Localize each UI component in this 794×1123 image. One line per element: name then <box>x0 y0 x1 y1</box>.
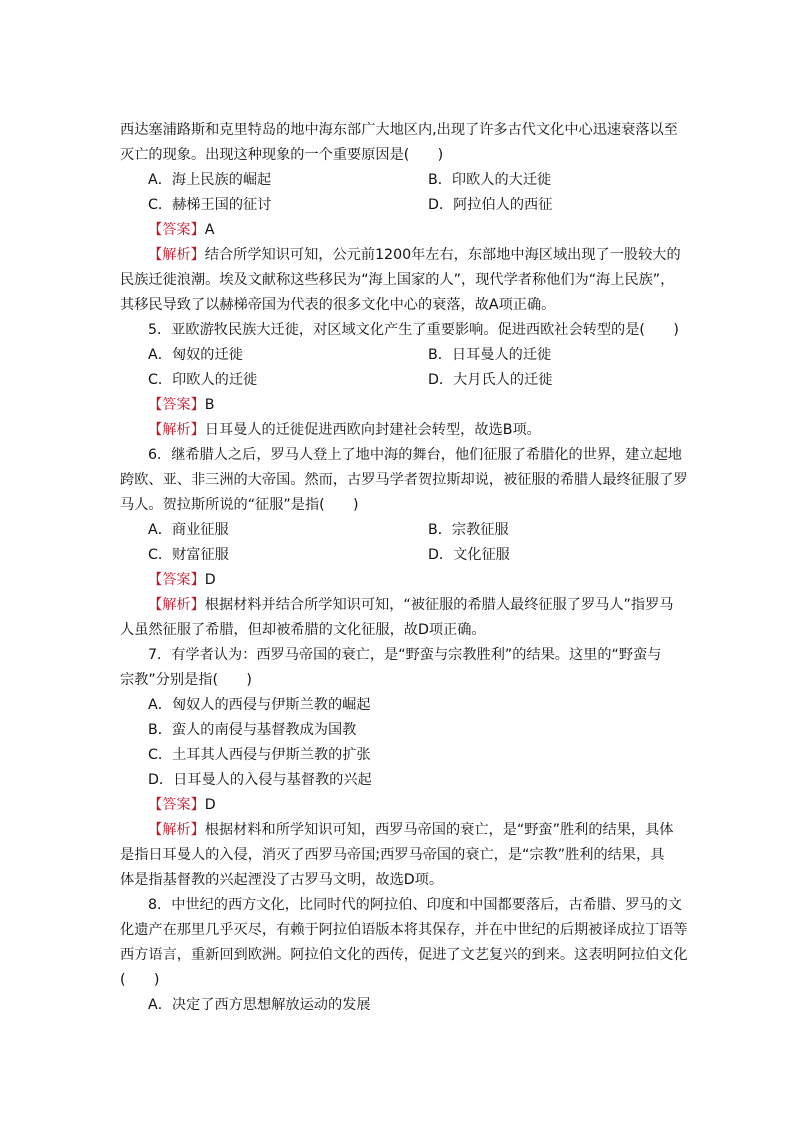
answer-tag: 【答案】 <box>148 572 205 588</box>
analysis-tag: 【解析】 <box>148 247 205 263</box>
analysis-text: 日耳曼人的迁徙促进西欧向封建社会转型，故选B项。 <box>204 422 541 438</box>
answer-value: D <box>204 797 216 813</box>
answer-tag: 【答案】 <box>148 397 205 413</box>
q7-answer <box>148 795 708 815</box>
q6-stem-line-3: 马人。贺拉斯所说的“征服”是指( ) <box>120 497 359 513</box>
q7-option-c: C．土耳其人西侵与伊斯兰教的扩张 <box>148 747 371 763</box>
q7-analysis-line-3: 体是指基督教的兴起湮没了古罗马文明，故选D项。 <box>120 872 444 888</box>
q7-analysis-line-1 <box>148 820 708 840</box>
q7-stem-line-2: 宗教”分别是指( ) <box>120 672 252 688</box>
q4-analysis-line-3: 其移民导致了以赫梯帝国为代表的很多文化中心的衰落，故A项正确。 <box>120 297 556 313</box>
q8-stem-line-1: 8．中世纪的西方文化，比同时代的阿拉伯、印度和中国都要落后，古希腊、罗马的文 <box>148 897 682 913</box>
analysis-tag: 【解析】 <box>148 597 205 613</box>
analysis-tag: 【解析】 <box>148 422 205 438</box>
q5-option-a: A．匈奴的迁徙 <box>148 347 243 363</box>
q7-analysis-line-2: 是指日耳曼人的入侵，消灭了西罗马帝国;西罗马帝国的衰亡，是“宗教”胜利的结果，具 <box>120 847 665 863</box>
answer-tag: 【答案】 <box>148 797 205 813</box>
q4-analysis-line-2: 民族迁徙浪潮。埃及文献称这些移民为“海上国家的人”，现代学者称他们为“海上民族”， <box>120 272 675 288</box>
q6-option-a: A．商业征服 <box>148 522 229 538</box>
q6-option-c: C．财富征服 <box>148 547 229 563</box>
answer-tag: 【答案】 <box>148 222 205 238</box>
q5-option-c: C．印欧人的迁徙 <box>148 372 258 388</box>
q8-option-a: A．决定了西方思想解放运动的发展 <box>148 997 371 1013</box>
q4-option-c: C．赫梯王国的征讨 <box>148 197 272 213</box>
q5-answer <box>148 395 708 415</box>
answer-value: D <box>204 572 216 588</box>
analysis-text: 结合所学知识可知，公元前1200年左右，东部地中海区域出现了一股较大的 <box>204 247 681 263</box>
q4-option-d: D．阿拉伯人的西征 <box>428 197 553 213</box>
q4-analysis-line-1 <box>148 245 708 265</box>
q8-stem-line-3: 西方语言，重新回到欧洲。阿拉伯文化的西传，促进了文艺复兴的到来。这表明阿拉伯文化 <box>120 947 688 963</box>
q7-option-b: B．蛮人的南侵与基督教成为国教 <box>148 722 357 738</box>
q5-analysis-line-1 <box>148 420 708 440</box>
q4-option-a: A．海上民族的崛起 <box>148 172 272 188</box>
q6-option-b: B．宗教征服 <box>428 522 509 538</box>
q4-option-b: B．印欧人的大迁徙 <box>428 172 552 188</box>
q4-stem-line-1: 西达塞浦路斯和克里特岛的地中海东部广大地区内,出现了许多古代文化中心迅速衰落以至 <box>120 122 678 138</box>
q6-option-d: D．文化征服 <box>428 547 510 563</box>
answer-value: A <box>204 222 215 238</box>
q8-stem-line-2: 化遗产在那里几乎灭尽，有赖于阿拉伯语版本将其保存，并在中世纪的后期被译成拉丁语等 <box>120 922 688 938</box>
analysis-tag: 【解析】 <box>148 822 205 838</box>
q7-option-d: D．日耳曼人的入侵与基督教的兴起 <box>148 772 372 788</box>
q7-option-a: A．匈奴人的西侵与伊斯兰教的崛起 <box>148 697 371 713</box>
q6-stem-line-2: 跨欧、亚、非三洲的大帝国。然而，古罗马学者贺拉斯却说，被征服的希腊人最终征服了罗 <box>120 472 688 488</box>
analysis-text: 根据材料和所学知识可知，西罗马帝国的衰亡，是“野蛮”胜利的结果，具体 <box>204 822 674 838</box>
q5-option-b: B．日耳曼人的迁徙 <box>428 347 552 363</box>
q7-stem-line-1: 7．有学者认为：西罗马帝国的衰亡，是“野蛮与宗教胜利”的结果。这里的“野蛮与 <box>148 647 662 663</box>
q8-stem-line-4: ( ) <box>120 972 160 988</box>
q5-stem-line-1: 5．亚欧游牧民族大迁徙，对区域文化产生了重要影响。促进西欧社会转型的是( ) <box>148 322 679 338</box>
q4-stem-line-2: 灭亡的现象。出现这种现象的一个重要原因是( ) <box>120 147 444 163</box>
answer-value: B <box>204 397 215 413</box>
analysis-text: 根据材料并结合所学知识可知，“被征服的希腊人最终征服了罗马人”指罗马 <box>204 597 674 613</box>
q5-option-d: D．大月氏人的迁徙 <box>428 372 553 388</box>
q6-stem-line-1: 6．继希腊人之后，罗马人登上了地中海的舞台，他们征服了希腊化的世界，建立起地 <box>148 447 682 463</box>
q6-analysis-line-1 <box>148 595 708 615</box>
q6-analysis-line-2: 人虽然征服了希腊，但却被希腊的文化征服，故D项正确。 <box>120 622 486 638</box>
q6-answer <box>148 570 708 590</box>
q4-answer <box>148 220 708 240</box>
